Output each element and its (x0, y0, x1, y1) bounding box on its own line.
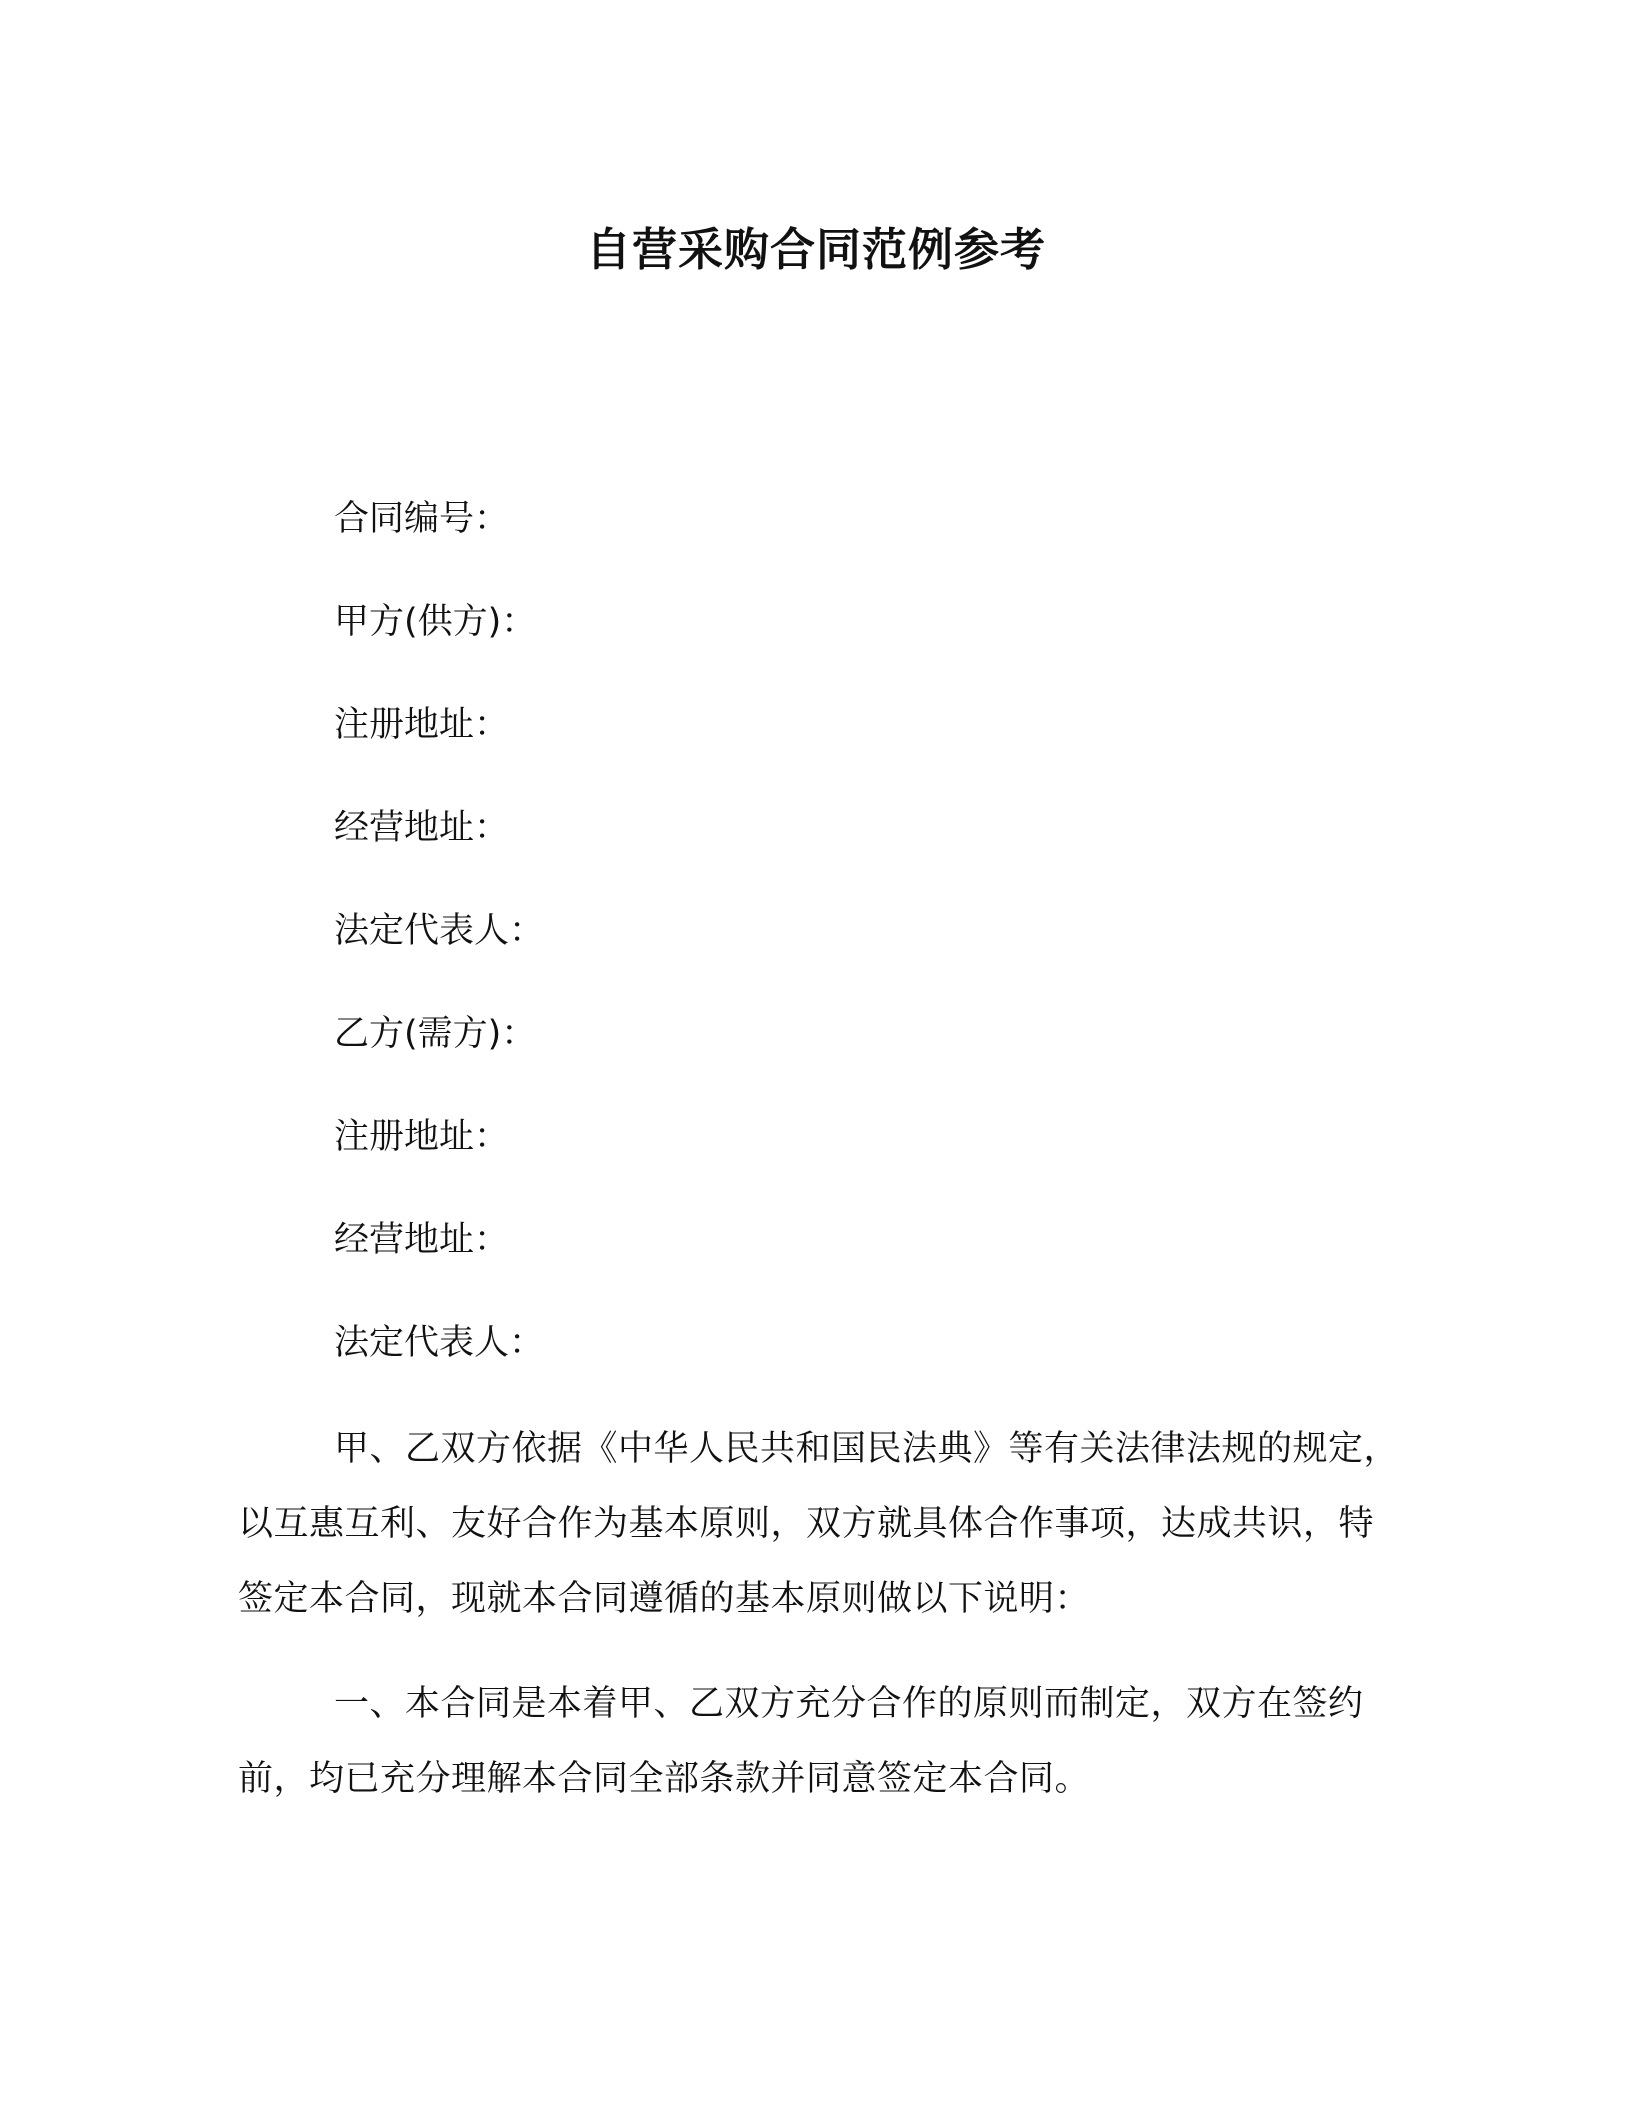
field-party-a-registered-address: 注册地址： (334, 705, 510, 745)
field-party-a-business-address: 经营地址： (334, 808, 510, 848)
paragraph-clause-1: 一、本合同是本着甲、乙双方充分合作的原则而制定，双方在签约前，均已充分理解本合同全部条款并同意签定本合同。 (238, 1684, 1364, 1799)
field-party-b-business-address: 经营地址： (334, 1220, 510, 1260)
field-party-a-legal-representative: 法定代表人： (334, 911, 545, 951)
field-party-b-legal-representative: 法定代表人： (334, 1323, 545, 1363)
field-party-b-registered-address: 注册地址： (334, 1117, 510, 1157)
paragraph-preamble: 甲、乙双方依据《中华人民共和国民法典》等有关法律法规的规定，以互惠互利、友好合作为基本原则，双方就具体合作事项，达成共识，特签定本合同，现就本合同遵循的基本原则做以下说明： (238, 1429, 1400, 1619)
field-contract-number: 合同编号： (334, 499, 510, 539)
field-party-b: 乙方(需方)： (334, 1014, 537, 1054)
field-party-a: 甲方(供方)： (334, 602, 537, 642)
document-title: 自营采购合同范例参考 (585, 223, 1046, 276)
